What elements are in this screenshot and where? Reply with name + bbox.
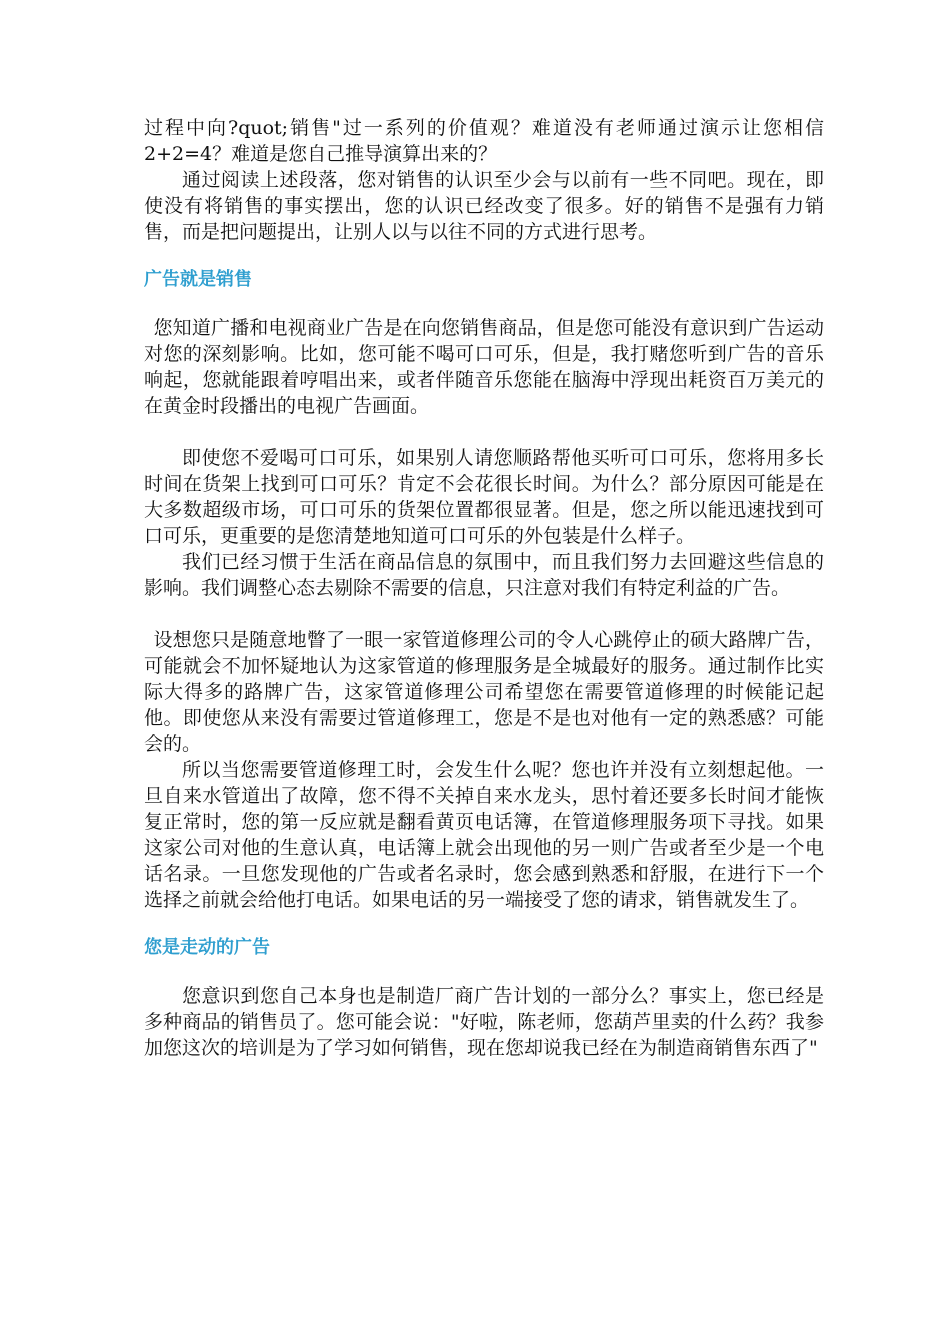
document-body xyxy=(144,115,824,1061)
paragraph: 我们已经习惯于生活在商品信息的氛围中，而且我们努力去回避这些信息的影响。我们调整心态去剔除不需要的信息，只注意对我们有特定利益的广告。 xyxy=(144,551,824,599)
section-heading-ads-are-sales: 广告就是销售 xyxy=(144,269,252,290)
paragraph: 即使您不爱喝可口可乐，如果别人请您顺路帮他买听可口可乐，您将用多长时间在货架上找到可口可乐？肯定不会花很长时间。为什么？部分原因可能是在大多数超级市场，可口可乐的货架位置都很显著。但是，您之所以能迅速找到可口可乐，更重要的是您清楚地知道可口可乐的外包装是什么样子。 xyxy=(144,447,824,547)
paragraph: 您意识到您自己本身也是制造厂商广告计划的一部分么？事实上，您已经是多种商品的销售员了。您可能会说："好啦，陈老师，您葫芦里卖的什么药？我参加您这次的培训是为了学习如何销售，现在您却说我已经在为制造商销售东西了" xyxy=(144,985,824,1059)
paragraph: 过程中向?quot;销售"过一系列的价值观？难道没有老师通过演示让您相信 2+2=4？难道是您自己推导演算出来的？ xyxy=(144,117,824,165)
paragraph: 设想您只是随意地瞥了一眼一家管道修理公司的令人心跳停止的硕大路牌广告，可能就会不加怀疑地认为这家管道的修理服务是全城最好的服务。通过制作比实际大得多的路牌广告，这家管道修理公司希望您在需要管道修理的时候能记起他。即使您从来没有需要过管道修理工，您是不是也对他有一定的熟悉感？可能会的。 xyxy=(144,629,824,755)
paragraph: 所以当您需要管道修理工时，会发生什么呢？您也许并没有立刻想起他。一旦自来水管道出了故障，您不得不关掉自来水龙头，思忖着还要多长时间才能恢复正常时，您的第一反应就是翻看黄页电话簿，在管道修理服务项下寻找。如果这家公司对他的生意认真，电话簿上就会出现他的另一则广告或者至少是一个电话名录。一旦您发现他的广告或者名录时，您会感到熟悉和舒服，在进行下一个选择之前就会给他打电话。如果电话的另一端接受了您的请求，销售就发生了。 xyxy=(144,759,824,911)
paragraph: 您知道广播和电视商业广告是在向您销售商品，但是您可能没有意识到广告运动对您的深刻影响。比如，您可能不喝可口可乐，但是，我打赌您听到广告的音乐响起，您就能跟着哼唱出来，或者伴随音乐您能在脑海中浮现出耗资百万美元的在黄金时段播出的电视广告画面。 xyxy=(144,317,824,417)
paragraph: 通过阅读上述段落，您对销售的认识至少会与以前有一些不同吧。现在，即使没有将销售的事实摆出，您的认识已经改变了很多。好的销售不是强有力销售，而是把问题提出，让别人以与以往不同的方式进行思考。 xyxy=(144,169,824,243)
section-heading-walking-ad: 您是走动的广告 xyxy=(144,937,270,958)
